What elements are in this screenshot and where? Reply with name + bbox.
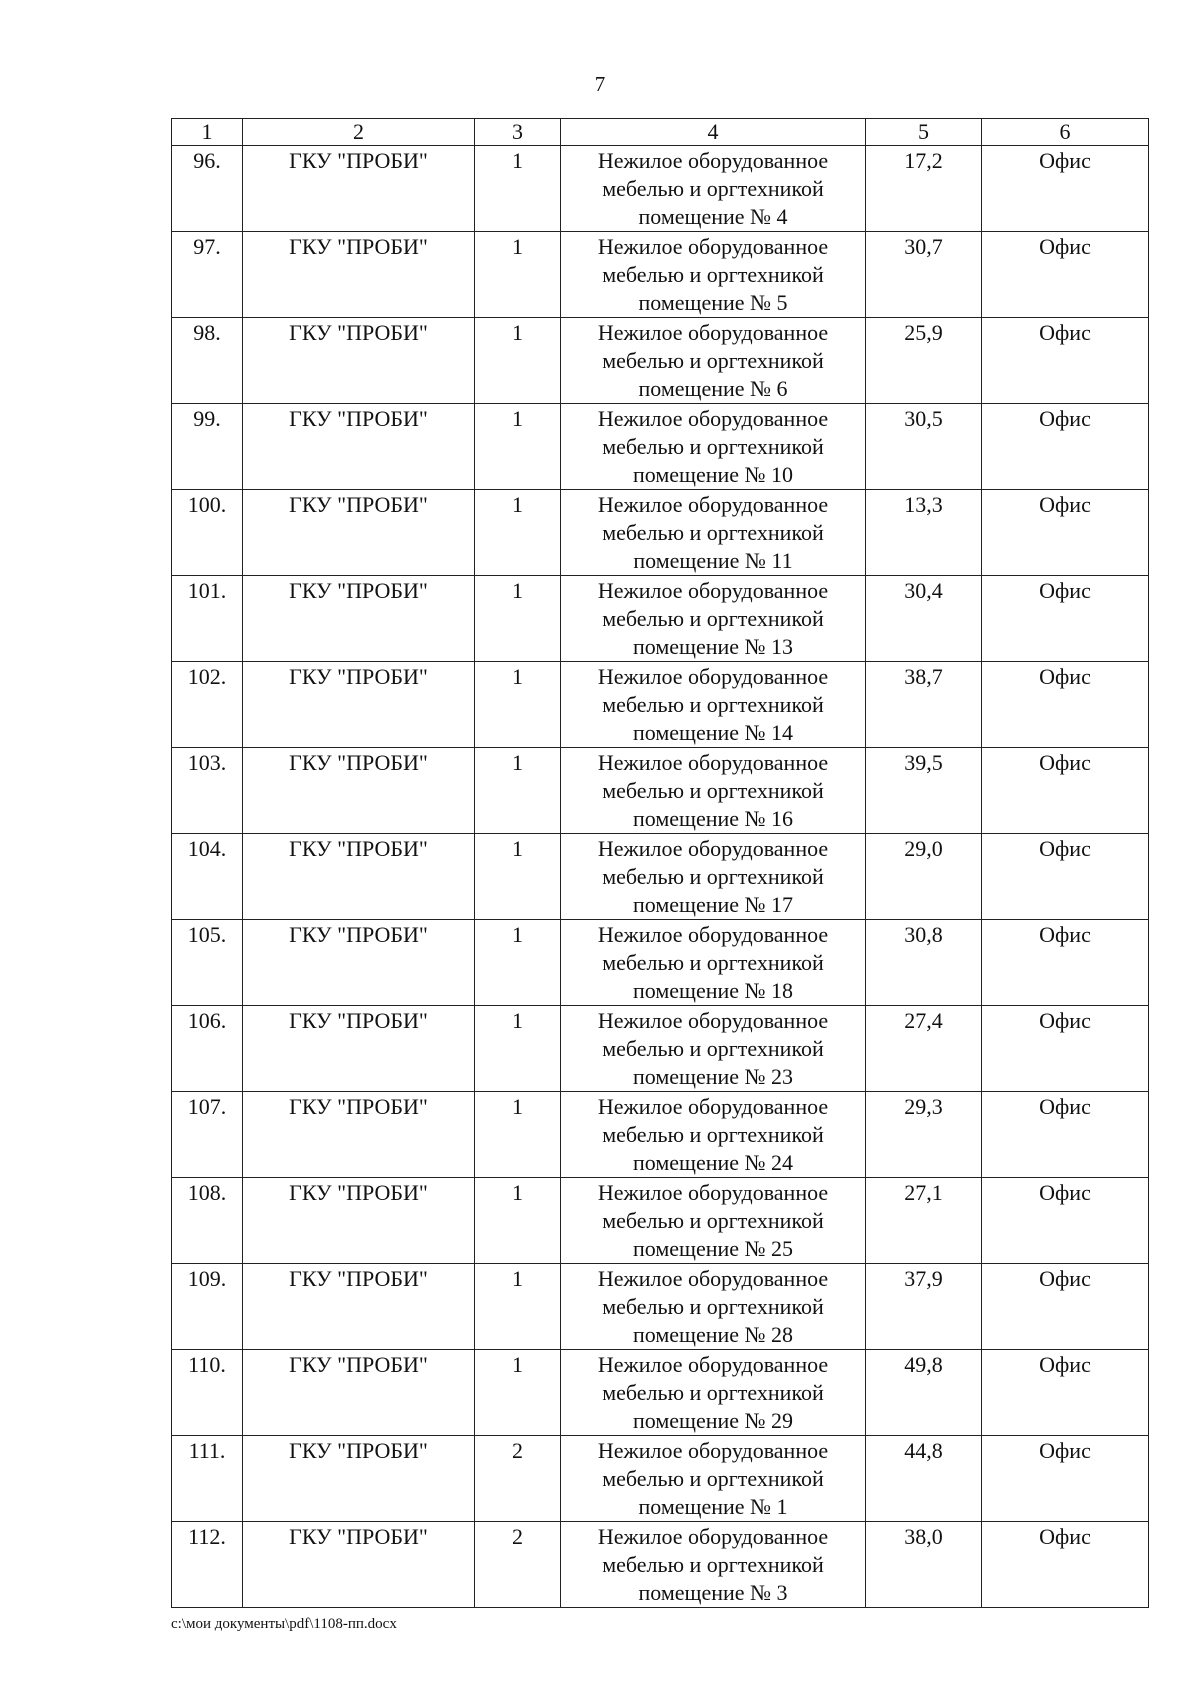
purpose-cell: Офис — [982, 920, 1149, 1006]
floor-cell: 1 — [475, 1264, 561, 1350]
organization-cell: ГКУ "ПРОБИ" — [243, 1006, 475, 1092]
area-cell: 25,9 — [866, 318, 982, 404]
description-cell — [561, 920, 866, 1006]
purpose-cell: Офис — [982, 1264, 1149, 1350]
purpose-cell: Офис — [982, 490, 1149, 576]
row-number-cell: 105. — [172, 920, 243, 1006]
table-row — [172, 576, 1149, 662]
description-line: Нежилое оборудованное — [597, 234, 829, 259]
description-cell — [561, 490, 866, 576]
description-line: Нежилое оборудованное — [597, 1438, 829, 1463]
table-row — [172, 748, 1149, 834]
organization-cell: ГКУ "ПРОБИ" — [243, 1092, 475, 1178]
floor-cell: 1 — [475, 146, 561, 232]
area-cell: 49,8 — [866, 1350, 982, 1436]
description-line: мебелью и оргтехникой — [602, 692, 824, 717]
area-cell: 38,7 — [866, 662, 982, 748]
area-cell: 17,2 — [866, 146, 982, 232]
table-row — [172, 1436, 1149, 1522]
column-header-6: 6 — [982, 119, 1149, 146]
floor-cell: 1 — [475, 318, 561, 404]
purpose-cell: Офис — [982, 834, 1149, 920]
description-cell — [561, 662, 866, 748]
description-line: Нежилое оборудованное — [597, 1180, 829, 1205]
area-cell: 29,3 — [866, 1092, 982, 1178]
table-row — [172, 490, 1149, 576]
purpose-cell: Офис — [982, 576, 1149, 662]
row-number-cell: 111. — [172, 1436, 243, 1522]
column-header-4: 4 — [561, 119, 866, 146]
footer-file-path: c:\мои документы\pdf\1108-пп.docx — [171, 1616, 397, 1632]
table-row — [172, 318, 1149, 404]
organization-cell: ГКУ "ПРОБИ" — [243, 576, 475, 662]
description-cell — [561, 1264, 866, 1350]
description-line: мебелью и оргтехникой — [602, 1380, 824, 1405]
table-row — [172, 232, 1149, 318]
table-row — [172, 404, 1149, 490]
description-line: помещение № 25 — [632, 1236, 794, 1261]
description-line: мебелью и оргтехникой — [602, 864, 824, 889]
area-cell: 30,7 — [866, 232, 982, 318]
description-line: Нежилое оборудованное — [597, 1524, 829, 1549]
row-number-cell: 96. — [172, 146, 243, 232]
description-line: Нежилое оборудованное — [597, 320, 829, 345]
description-line: Нежилое оборудованное — [597, 578, 829, 603]
floor-cell: 1 — [475, 1350, 561, 1436]
purpose-cell: Офис — [982, 662, 1149, 748]
area-cell: 30,5 — [866, 404, 982, 490]
area-cell: 30,8 — [866, 920, 982, 1006]
table-row — [172, 1350, 1149, 1436]
description-line: помещение № 28 — [632, 1322, 794, 1347]
row-number-cell: 98. — [172, 318, 243, 404]
description-cell — [561, 1436, 866, 1522]
organization-cell: ГКУ "ПРОБИ" — [243, 748, 475, 834]
table-row — [172, 920, 1149, 1006]
organization-cell: ГКУ "ПРОБИ" — [243, 318, 475, 404]
purpose-cell: Офис — [982, 748, 1149, 834]
purpose-cell: Офис — [982, 146, 1149, 232]
organization-cell: ГКУ "ПРОБИ" — [243, 146, 475, 232]
purpose-cell: Офис — [982, 1350, 1149, 1436]
description-line: помещение № 6 — [638, 376, 788, 401]
organization-cell: ГКУ "ПРОБИ" — [243, 232, 475, 318]
purpose-cell: Офис — [982, 232, 1149, 318]
floor-cell: 1 — [475, 490, 561, 576]
table-row — [172, 662, 1149, 748]
row-number-cell: 102. — [172, 662, 243, 748]
description-line: мебелью и оргтехникой — [602, 950, 824, 975]
description-cell — [561, 232, 866, 318]
row-number-cell: 107. — [172, 1092, 243, 1178]
description-line: мебелью и оргтехникой — [602, 262, 824, 287]
area-cell: 27,4 — [866, 1006, 982, 1092]
description-line: помещение № 13 — [632, 634, 794, 659]
row-number-cell: 101. — [172, 576, 243, 662]
description-line: мебелью и оргтехникой — [602, 778, 824, 803]
description-line: мебелью и оргтехникой — [602, 520, 824, 545]
row-number-cell: 109. — [172, 1264, 243, 1350]
area-cell: 38,0 — [866, 1522, 982, 1608]
floor-cell: 2 — [475, 1522, 561, 1608]
description-line: помещение № 24 — [632, 1150, 794, 1175]
description-cell — [561, 404, 866, 490]
row-number-cell: 100. — [172, 490, 243, 576]
page-number: 7 — [594, 72, 606, 96]
table-row — [172, 1178, 1149, 1264]
description-line: мебелью и оргтехникой — [602, 348, 824, 373]
floor-cell: 1 — [475, 920, 561, 1006]
floor-cell: 1 — [475, 576, 561, 662]
purpose-cell: Офис — [982, 404, 1149, 490]
row-number-cell: 112. — [172, 1522, 243, 1608]
purpose-cell: Офис — [982, 1178, 1149, 1264]
area-cell: 37,9 — [866, 1264, 982, 1350]
column-header-5: 5 — [866, 119, 982, 146]
table-row — [172, 834, 1149, 920]
description-cell — [561, 1522, 866, 1608]
area-cell: 39,5 — [866, 748, 982, 834]
table-row — [172, 1092, 1149, 1178]
floor-cell: 1 — [475, 404, 561, 490]
description-line: мебелью и оргтехникой — [602, 1208, 824, 1233]
description-line: помещение № 23 — [632, 1064, 794, 1089]
purpose-cell: Офис — [982, 318, 1149, 404]
description-line: помещение № 4 — [638, 204, 788, 229]
description-cell — [561, 146, 866, 232]
row-number-cell: 103. — [172, 748, 243, 834]
description-line: мебелью и оргтехникой — [602, 176, 824, 201]
area-cell: 30,4 — [866, 576, 982, 662]
floor-cell: 1 — [475, 1006, 561, 1092]
description-line: Нежилое оборудованное — [597, 836, 829, 861]
description-line: помещение № 5 — [638, 290, 788, 315]
row-number-cell: 110. — [172, 1350, 243, 1436]
area-cell: 13,3 — [866, 490, 982, 576]
description-line: Нежилое оборудованное — [597, 1094, 829, 1119]
description-line: Нежилое оборудованное — [597, 148, 829, 173]
description-line: Нежилое оборудованное — [597, 922, 829, 947]
organization-cell: ГКУ "ПРОБИ" — [243, 1178, 475, 1264]
description-line: помещение № 10 — [632, 462, 794, 487]
description-line: Нежилое оборудованное — [597, 406, 829, 431]
table-header-row — [172, 119, 1149, 146]
row-number-cell: 99. — [172, 404, 243, 490]
column-header-1: 1 — [172, 119, 243, 146]
description-line: Нежилое оборудованное — [597, 1008, 829, 1033]
description-cell — [561, 1178, 866, 1264]
purpose-cell: Офис — [982, 1092, 1149, 1178]
description-line: помещение № 18 — [632, 978, 794, 1003]
floor-cell: 1 — [475, 1178, 561, 1264]
description-line: помещение № 17 — [632, 892, 794, 917]
description-line: Нежилое оборудованное — [597, 750, 829, 775]
purpose-cell: Офис — [982, 1436, 1149, 1522]
property-table — [171, 118, 1149, 1608]
description-cell — [561, 834, 866, 920]
table-row — [172, 1006, 1149, 1092]
organization-cell: ГКУ "ПРОБИ" — [243, 834, 475, 920]
organization-cell: ГКУ "ПРОБИ" — [243, 1350, 475, 1436]
description-cell — [561, 1092, 866, 1178]
floor-cell: 2 — [475, 1436, 561, 1522]
area-cell: 29,0 — [866, 834, 982, 920]
table-row — [172, 1522, 1149, 1608]
purpose-cell: Офис — [982, 1006, 1149, 1092]
floor-cell: 1 — [475, 662, 561, 748]
description-line: мебелью и оргтехникой — [602, 606, 824, 631]
area-cell: 44,8 — [866, 1436, 982, 1522]
description-line: мебелью и оргтехникой — [602, 1122, 824, 1147]
description-cell — [561, 748, 866, 834]
column-header-3: 3 — [475, 119, 561, 146]
floor-cell: 1 — [475, 748, 561, 834]
purpose-cell: Офис — [982, 1522, 1149, 1608]
description-line: помещение № 1 — [638, 1494, 788, 1519]
organization-cell: ГКУ "ПРОБИ" — [243, 490, 475, 576]
row-number-cell: 106. — [172, 1006, 243, 1092]
floor-cell: 1 — [475, 834, 561, 920]
description-line: мебелью и оргтехникой — [602, 1294, 824, 1319]
description-line: мебелью и оргтехникой — [602, 434, 824, 459]
table-row — [172, 146, 1149, 232]
table-body — [172, 146, 1149, 1608]
description-line: помещение № 3 — [638, 1580, 788, 1605]
description-line: Нежилое оборудованное — [597, 1352, 829, 1377]
floor-cell: 1 — [475, 232, 561, 318]
description-line: помещение № 11 — [633, 548, 793, 573]
description-line: Нежилое оборудованное — [597, 1266, 829, 1291]
description-line: мебелью и оргтехникой — [602, 1466, 824, 1491]
description-line: мебелью и оргтехникой — [602, 1552, 824, 1577]
floor-cell: 1 — [475, 1092, 561, 1178]
description-line: помещение № 29 — [632, 1408, 794, 1433]
organization-cell: ГКУ "ПРОБИ" — [243, 662, 475, 748]
organization-cell: ГКУ "ПРОБИ" — [243, 1264, 475, 1350]
row-number-cell: 108. — [172, 1178, 243, 1264]
description-line: Нежилое оборудованное — [597, 492, 829, 517]
description-line: мебелью и оргтехникой — [602, 1036, 824, 1061]
description-cell — [561, 576, 866, 662]
organization-cell: ГКУ "ПРОБИ" — [243, 1522, 475, 1608]
description-cell — [561, 318, 866, 404]
row-number-cell: 104. — [172, 834, 243, 920]
organization-cell: ГКУ "ПРОБИ" — [243, 404, 475, 490]
table-row — [172, 1264, 1149, 1350]
description-line: Нежилое оборудованное — [597, 664, 829, 689]
organization-cell: ГКУ "ПРОБИ" — [243, 920, 475, 1006]
description-cell — [561, 1006, 866, 1092]
description-line: помещение № 16 — [632, 806, 794, 831]
row-number-cell: 97. — [172, 232, 243, 318]
area-cell: 27,1 — [866, 1178, 982, 1264]
description-cell — [561, 1350, 866, 1436]
organization-cell: ГКУ "ПРОБИ" — [243, 1436, 475, 1522]
description-line: помещение № 14 — [632, 720, 794, 745]
column-header-2: 2 — [243, 119, 475, 146]
